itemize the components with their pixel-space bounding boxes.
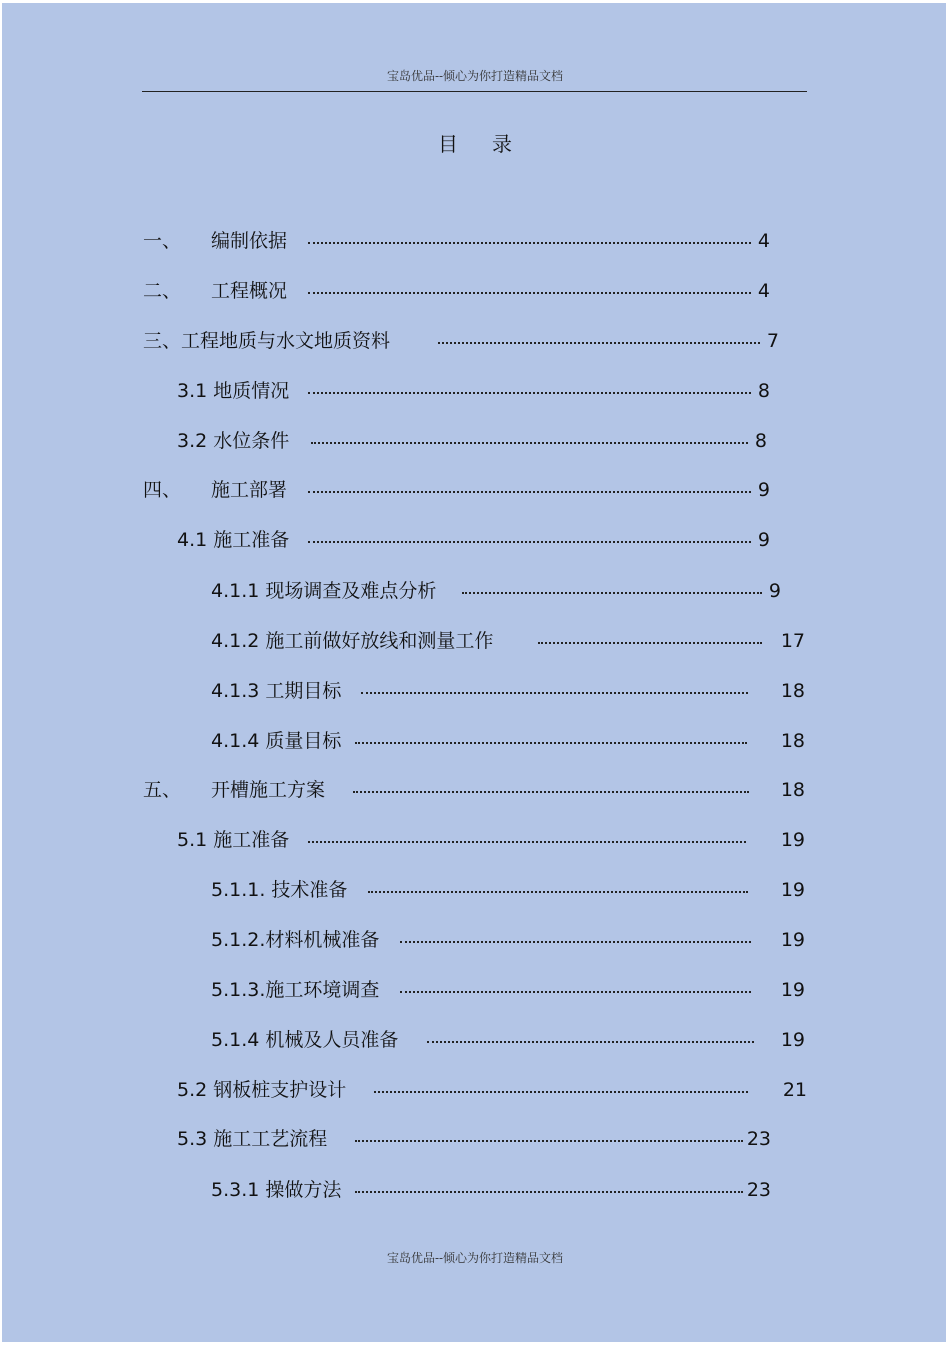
dot-leader [308,292,751,294]
toc-entry-label: 5.1.1. 技术准备 [211,879,348,901]
dot-leader [355,1191,743,1193]
page-header: 宝岛优品--倾心为你打造精品文档 [386,69,564,83]
toc-entry[interactable] [143,776,811,804]
toc-entry-label: 工程概况 [211,280,288,302]
toc-entry-page: 8 [757,380,770,402]
page-footer: 宝岛优品--倾心为你打造精品文档 [386,1251,564,1265]
toc-entry[interactable] [177,826,811,854]
toc-entry-label: 5.3 施工工艺流程 [177,1128,328,1150]
toc-entry-page: 18 [780,779,805,801]
toc-entry[interactable] [143,327,793,355]
dot-leader [400,941,751,943]
dot-leader [438,342,760,344]
toc-entry-page: 17 [780,630,805,652]
toc-entry-label: 3.2 水位条件 [177,430,290,452]
toc-entry-page: 9 [768,580,781,602]
toc-entry-page: 19 [780,929,805,951]
dot-leader [355,1140,743,1142]
dot-leader [308,242,751,244]
toc-title: 目录 [438,132,546,156]
toc-entry[interactable] [211,1176,777,1204]
toc-entry-label: 开槽施工方案 [211,779,326,801]
toc-entry[interactable] [211,976,811,1004]
toc-entry-page: 19 [780,1029,805,1051]
dot-leader [353,791,749,793]
toc-entry-page: 23 [746,1128,771,1150]
dot-leader [374,1091,748,1093]
dot-leader [308,541,751,543]
dot-leader [368,891,748,893]
toc-entry-page: 9 [757,479,770,501]
dot-leader [308,841,746,843]
toc-entry-number: 一、 [143,230,182,252]
toc-entry[interactable] [211,577,791,605]
toc-entry[interactable] [211,1026,811,1054]
dot-leader [462,592,762,594]
toc-entry-page: 21 [782,1079,807,1101]
toc-entry-number: 二、 [143,280,182,302]
toc-entry[interactable] [177,377,777,405]
dot-leader [311,442,748,444]
toc-entry-label: 4.1.3 工期目标 [211,680,342,702]
toc-entry[interactable] [143,476,783,504]
dot-leader [427,1041,754,1043]
toc-entry[interactable] [211,627,811,655]
dot-leader [400,991,751,993]
toc-entry[interactable] [211,677,811,705]
dot-leader [538,642,762,644]
toc-entry[interactable] [177,427,777,455]
toc-entry-label: 3.1 地质情况 [177,380,290,402]
toc-entry-label: 5.1 施工准备 [177,829,290,851]
toc-entry[interactable] [143,277,783,305]
toc-entry-label: 5.1.3.施工环境调查 [211,979,380,1001]
toc-entry-page: 19 [780,979,805,1001]
toc-entry[interactable] [211,727,811,755]
toc-entry[interactable] [211,876,811,904]
toc-entry-label: 三、工程地质与水文地质资料 [143,330,391,352]
toc-entry-label: 4.1.4 质量目标 [211,730,342,752]
toc-entry[interactable] [177,1125,777,1153]
dot-leader [308,392,751,394]
toc-entry-label: 施工部署 [211,479,288,501]
toc-entry-label: 4.1.1 现场调查及难点分析 [211,580,437,602]
toc-entry[interactable] [211,926,811,954]
toc-entry-page: 19 [780,879,805,901]
toc-entry-page: 19 [780,829,805,851]
toc-entry-label: 5.2 钢板桩支护设计 [177,1079,347,1101]
toc-entry-page: 4 [757,280,770,302]
toc-entry-page: 18 [780,680,805,702]
toc-entry-page: 18 [780,730,805,752]
toc-entry-number: 四、 [143,479,182,501]
toc-entry-label: 5.1.2.材料机械准备 [211,929,380,951]
toc-entry-page: 7 [766,330,779,352]
toc-entry-page: 9 [757,529,770,551]
toc-entry-page: 23 [746,1179,771,1201]
toc-entry-label: 4.1 施工准备 [177,529,290,551]
toc-entry-number: 五、 [143,779,182,801]
toc-entry[interactable] [143,227,783,255]
toc-entry-page: 8 [754,430,767,452]
toc-entry-label: 编制依据 [211,230,288,252]
toc-entry-label: 5.3.1 操做方法 [211,1179,342,1201]
dot-leader [355,742,747,744]
header-divider [142,91,807,92]
toc-entry[interactable] [177,526,787,554]
toc-entry-page: 4 [757,230,770,252]
toc-entry-label: 5.1.4 机械及人员准备 [211,1029,399,1051]
dot-leader [361,692,748,694]
toc-entry-label: 4.1.2 施工前做好放线和测量工作 [211,630,494,652]
dot-leader [308,491,751,493]
toc-entry[interactable] [177,1076,811,1104]
